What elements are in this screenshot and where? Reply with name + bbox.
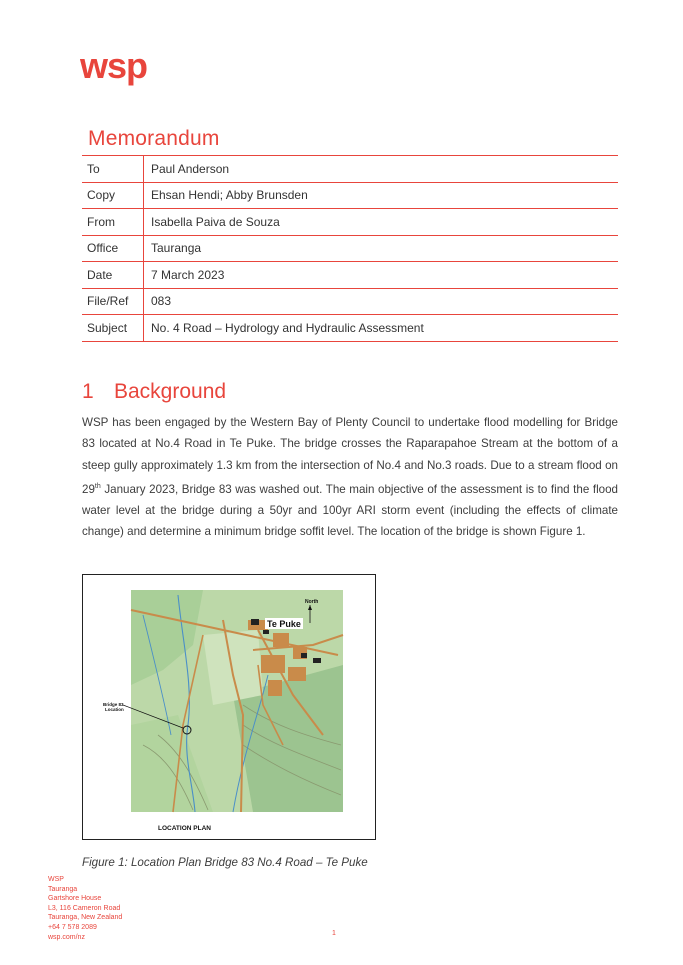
footer-line: +64 7 578 2089 <box>48 923 97 931</box>
logo-text: wsp <box>80 50 148 86</box>
map-building <box>313 658 321 663</box>
table-row <box>82 262 618 289</box>
location-plan-figure <box>82 574 376 840</box>
row-label: Office <box>82 235 144 262</box>
footer-line: WSP <box>48 876 64 883</box>
map-building <box>263 630 269 634</box>
paragraph-text-2: January 2023, Bridge 83 was washed out. The main objective of the assessment is to find the flood water level at the bridge during a 50yr and 100yr ARI storm event (including the effects of climate change) and determine a minimum bridge soffit level. The location of the bridge is shown Figure 1. <box>82 482 618 539</box>
map-building <box>301 653 307 658</box>
row-value: 7 March 2023 <box>144 262 619 289</box>
row-label: Copy <box>82 182 144 209</box>
row-label: File/Ref <box>82 288 144 315</box>
map-terrain <box>203 630 263 705</box>
section-title: Background <box>114 380 227 403</box>
footer-line: L3, 116 Cameron Road <box>48 904 121 912</box>
table-row <box>82 235 618 262</box>
footer-line: Gartshore House <box>48 895 102 903</box>
page-number: 1 <box>332 930 336 937</box>
paragraph-text-1: WSP has been engaged by the Western Bay of Plenty Council to undertake flood modelling for Bridge 83 located at No.4 Road in Te Puke. The bridge crosses the Raparapahoe Stream at the bottom of a steep gully approximately 1.3 km from the intersection of No.4 and No.3 roads. Due to a stream flood on 29 <box>82 416 618 496</box>
north-label: North <box>305 599 319 605</box>
row-value: Isabella Paiva de Souza <box>144 209 619 236</box>
row-value: Paul Anderson <box>144 156 619 183</box>
table-row <box>82 182 618 209</box>
map-town-label: Te Puke <box>267 619 301 629</box>
wsp-logo <box>80 50 160 94</box>
row-label: From <box>82 209 144 236</box>
table-row <box>82 156 618 183</box>
location-plan-label: LOCATION PLAN <box>158 825 211 832</box>
bridge-label-1: Bridge 83 <box>103 702 124 707</box>
table-row <box>82 315 618 342</box>
map-town-block <box>288 667 306 681</box>
map-town-block <box>261 655 285 673</box>
section-number: 1 <box>82 380 94 403</box>
memo-title: Memorandum <box>88 127 220 150</box>
row-label: Subject <box>82 315 144 342</box>
map-town-block <box>273 633 289 647</box>
row-label: To <box>82 156 144 183</box>
footer-line: Tauranga, New Zealand <box>48 914 123 922</box>
row-value: Tauranga <box>144 235 619 262</box>
footer-line: wsp.com/nz <box>48 933 85 941</box>
background-paragraph <box>82 412 618 543</box>
location-map <box>83 575 375 839</box>
paragraph-superscript: th <box>94 482 101 490</box>
map-town-block <box>268 680 282 696</box>
table-row <box>82 288 618 315</box>
bridge-label-2: Location <box>105 707 124 712</box>
footer-line: Tauranga <box>48 885 78 893</box>
section-heading <box>82 380 226 404</box>
footer-address <box>48 875 122 942</box>
figure-caption: Figure 1: Location Plan Bridge 83 No.4 Road – Te Puke <box>82 856 368 869</box>
map-building <box>251 619 259 625</box>
row-label: Date <box>82 262 144 289</box>
row-value: Ehsan Hendi; Abby Brunsden <box>144 182 619 209</box>
table-row <box>82 209 618 236</box>
memo-header-table <box>82 155 618 342</box>
row-value: No. 4 Road – Hydrology and Hydraulic Assessment <box>144 315 619 342</box>
row-value: 083 <box>144 288 619 315</box>
